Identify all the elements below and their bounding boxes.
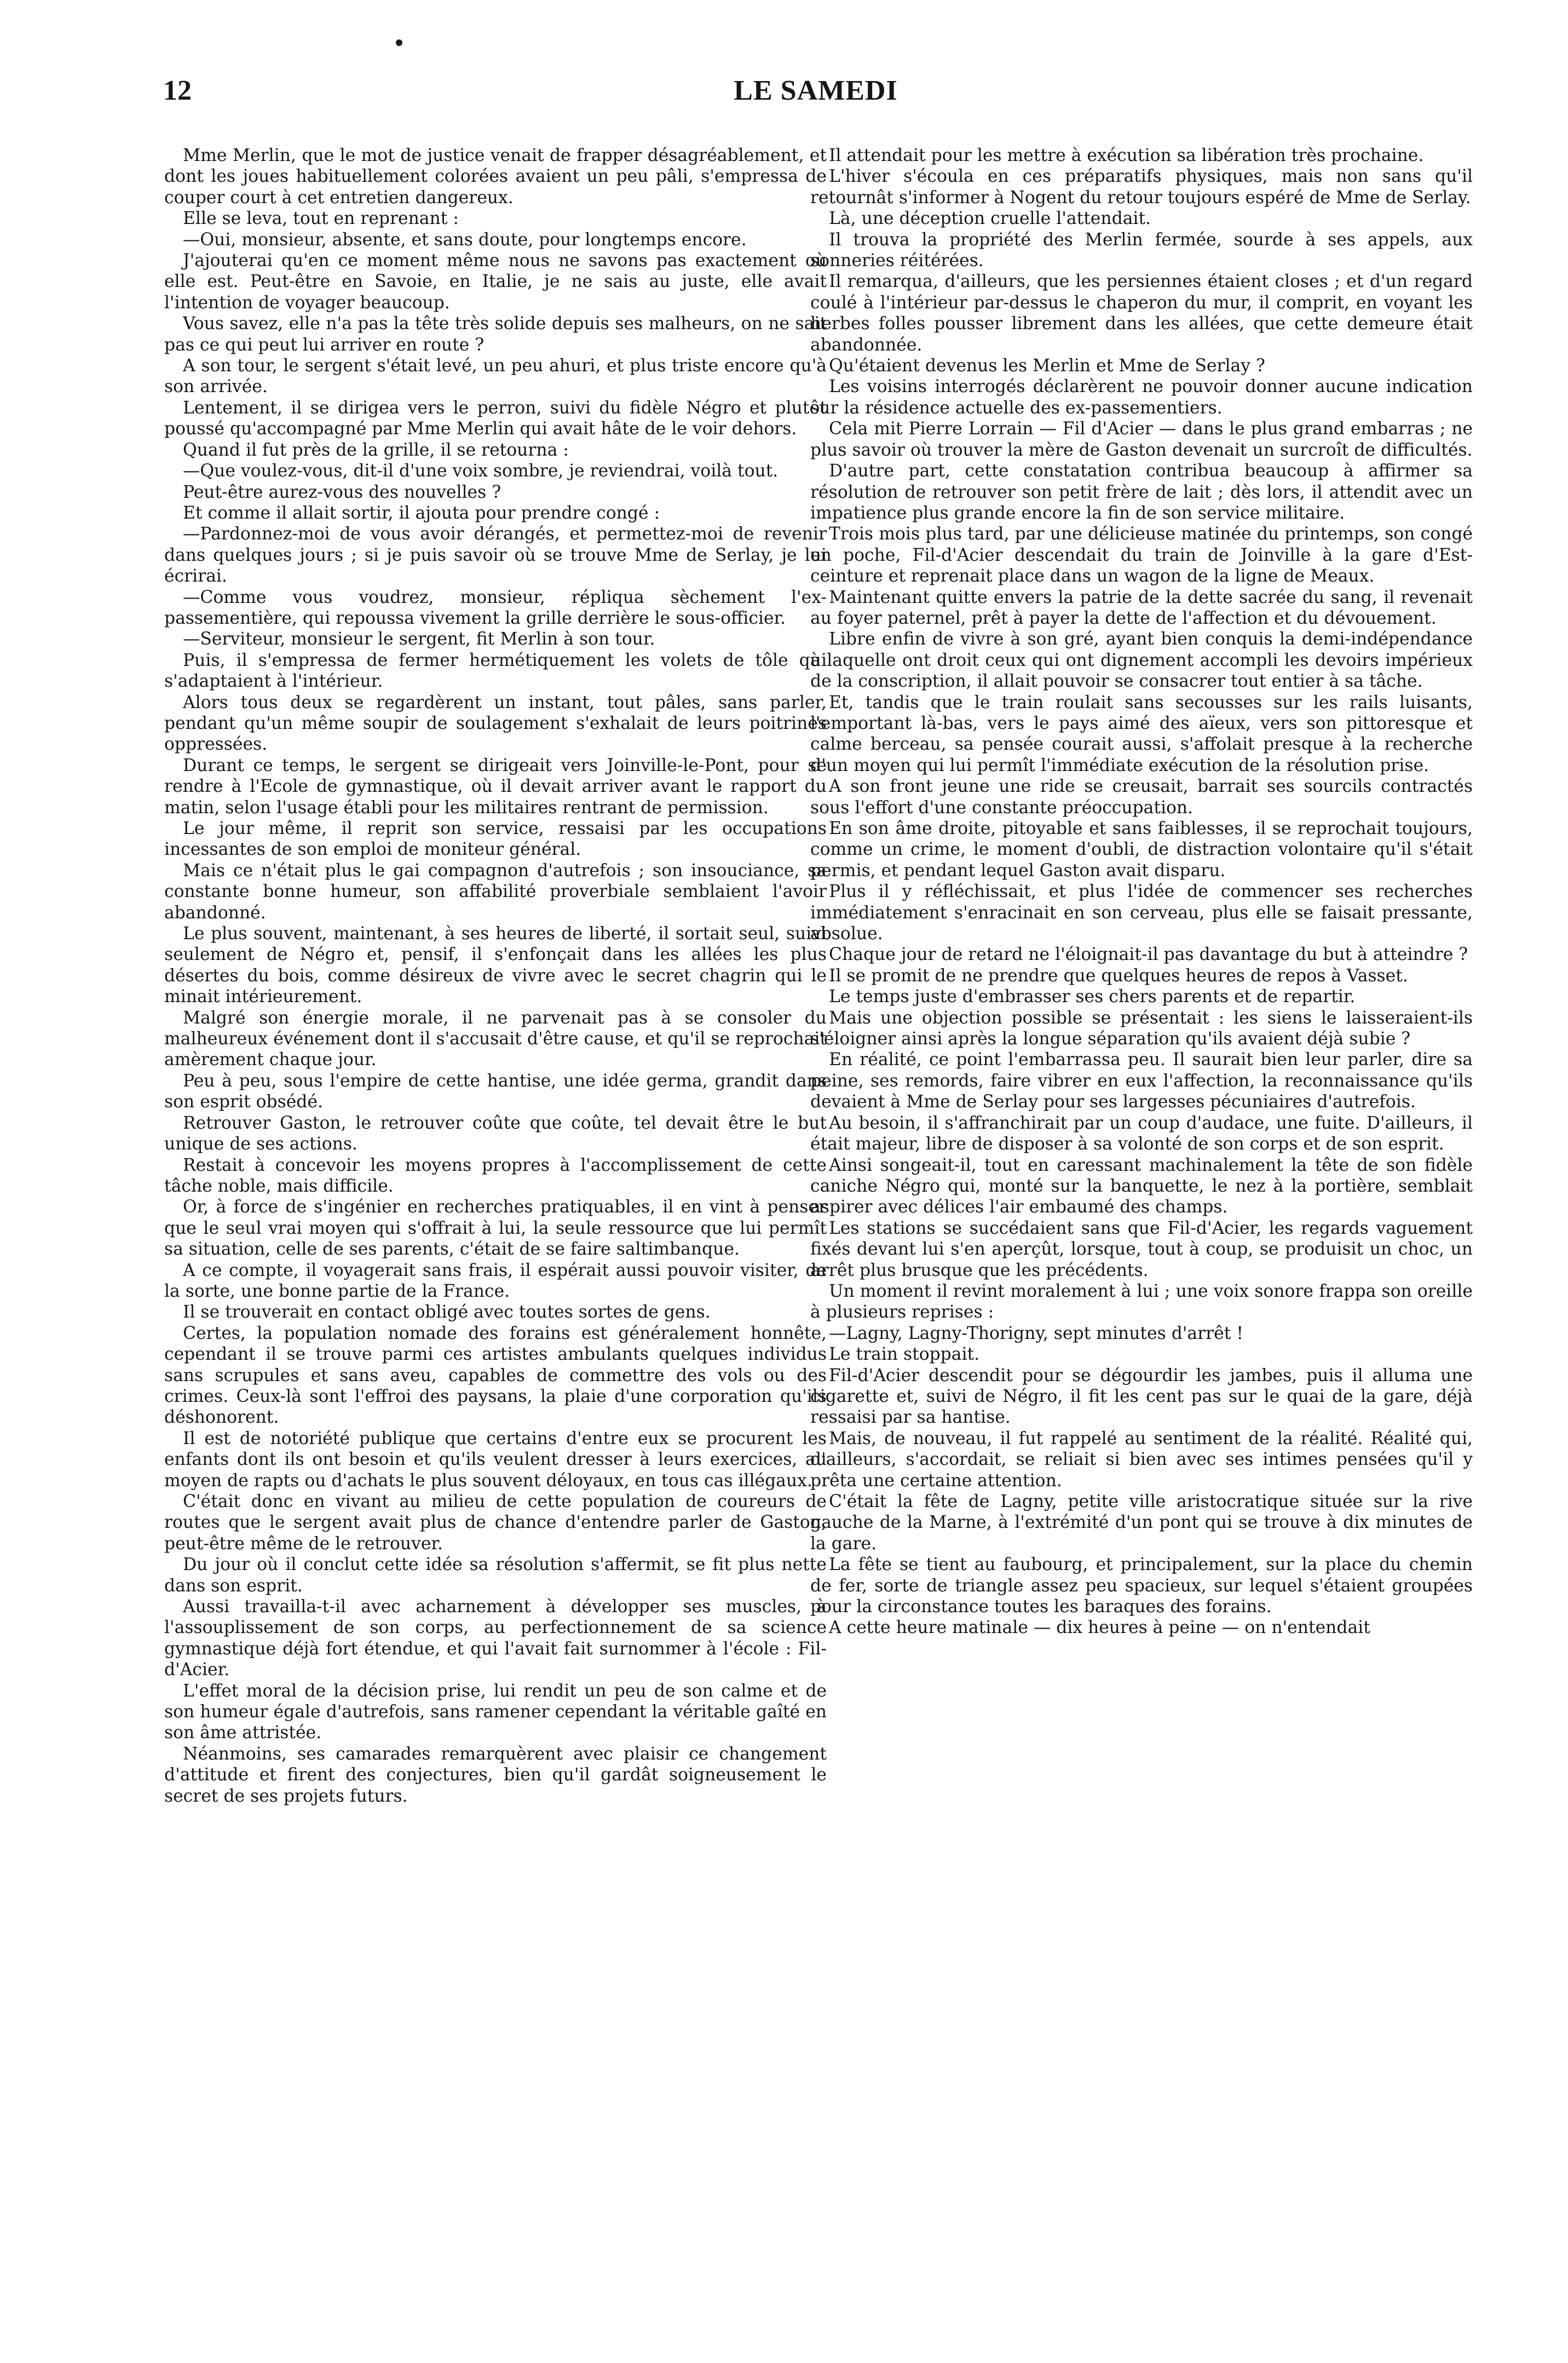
paragraph: —Pardonnez-moi de vous avoir dérangés, et permettez-moi de revenir dans quelques jours ; si je puis savoir où se trouve Mme de Serlay, je lui écrirai. — [164, 524, 827, 587]
paragraph: C'était la fête de Lagny, petite ville aristocratique située sur la rive gauche de la Marne, à l'extrémité d'un pont qui se trouve à dix minutes de la gare. — [810, 1492, 1473, 1554]
paragraph: —Que voulez-vous, dit-il d'une voix sombre, je reviendrai, voilà tout. — [183, 461, 779, 481]
paragraph: Lentement, il se dirigea vers le perron, suivi du fidèle Négro et plutôt poussé qu'accompagné par Mme Merlin qui avait hâte de le voir dehors. — [164, 398, 827, 439]
paragraph: Vous savez, elle n'a pas la tête très solide depuis ses malheurs, on ne sait pas ce qui peut lui arriver en route ? — [164, 314, 827, 355]
paragraph: En son âme droite, pitoyable et sans faiblesses, il se reprochait toujours, comme un crime, le moment d'oubli, de distraction volontaire qu'il s'était permis, et pendant lequel Gaston avait disparu. — [810, 819, 1473, 881]
paragraph: Les voisins interrogés déclarèrent ne pouvoir donner aucune indication sur la résidence actuelle des ex-passementiers. — [810, 377, 1473, 418]
paragraph: Le temps juste d'embrasser ses chers parents et de repartir. — [829, 987, 1356, 1007]
paragraph: Il se trouverait en contact obligé avec toutes sortes de gens. — [183, 1302, 711, 1323]
paragraph: Aussi travailla-t-il avec acharnement à développer ses muscles, à l'assouplissement de son corps, au perfectionnement de sa science gymnastique déjà fort étendue, et qui l'avait fait surnommer à l'école : Fil-d'Acier. — [164, 1597, 827, 1680]
paragraph: Fil-d'Acier descendit pour se dégourdir les jambes, puis il alluma une cigarette et, suivi de Négro, il fit les cent pas sur le quai de la gare, déjà ressaisi par sa hantise. — [810, 1365, 1473, 1428]
paragraph: Mais ce n'était plus le gai compagnon d'autrefois ; son insouciance, sa constante bonne humeur, son affabilité proverbiale semblaient l'avoir abandonné. — [164, 860, 827, 923]
paragraph: Restait à concevoir les moyens propres à l'accomplissement de cette tâche noble, mais difficile. — [164, 1155, 827, 1196]
paragraph: Le jour même, il reprit son service, ressaisi par les occupations incessantes de son emploi de moniteur général. — [164, 819, 827, 860]
paragraph: Ainsi songeait-il, tout en caressant machinalement la tête de son fidèle caniche Négro qui, monté sur la banquette, le nez à la portière, semblait aspirer avec délices l'air embaumé des champs. — [810, 1155, 1473, 1217]
paragraph: —Comme vous voudrez, monsieur, répliqua sèchement l'ex-passementière, qui repoussa vivement la grille derrière le sous-officier. — [164, 587, 827, 628]
paragraph: La fête se tient au faubourg, et principalement, sur la place du chemin de fer, sorte de triangle assez peu spacieux, sur lequel s'étaient groupées pour la circonstance toutes les baraques des forains. — [810, 1555, 1473, 1617]
paragraph: Libre enfin de vivre à son gré, ayant bien conquis la demi-indépendance à laquelle ont droit ceux qui ont dignement accompli les devoirs impérieux de la conscription, il allait pouvoir se consacrer tout entier à sa tâche. — [810, 629, 1473, 692]
paragraph: Cela mit Pierre Lorrain — Fil d'Acier — dans le plus grand embarras ; ne plus savoir où trouver la mère de Gaston devenait un surcroît de difficultés. — [810, 419, 1473, 460]
paragraph: A son tour, le sergent s'était levé, un peu ahuri, et plus triste encore qu'à son arrivée. — [164, 356, 827, 397]
paragraph: Maintenant quitte envers la patrie de la dette sacrée du sang, il revenait au foyer paternel, prêt à payer la dette de l'affection et du dévouement. — [810, 587, 1473, 628]
paragraph: Et, tandis que le train roulait sans secousses sur les rails luisants, l'emportant là-bas, vers le pays aimé des aïeux, vers son pittoresque et calme berceau, sa pensée courait aussi, s'affolait presque à la recherche d'un moyen qui lui permît l'immédiate exécution de la résolution prise. — [810, 692, 1473, 775]
paragraph: Plus il y réfléchissait, et plus l'idée de commencer ses recherches immédiatement s'enracinait en son cerveau, plus elle se faisait pressante, absolue. — [810, 882, 1473, 944]
paragraph: Néanmoins, ses camarades remarquèrent avec plaisir ce changement d'attitude et firent des conjectures, bien qu'il gardât soigneusement le secret de ses projets futurs. — [164, 1744, 827, 1806]
paragraph: Quand il fut près de la grille, il se retourna : — [183, 440, 569, 460]
paragraph: Puis, il s'empressa de fermer hermétiquement les volets de tôle qui s'adaptaient à l'intérieur. — [164, 650, 827, 692]
paragraph: Il attendait pour les mettre à exécution sa libération très prochaine. — [829, 146, 1424, 165]
ink-dot — [396, 39, 402, 46]
paragraph: Du jour où il conclut cette idée sa résolution s'affermit, se fit plus nette dans son esprit. — [164, 1555, 827, 1596]
paragraph: Trois mois plus tard, par une délicieuse matinée du printemps, son congé en poche, Fil-d'Acier descendait du train de Joinville à la gare d'Est-ceinture et reprenait place dans un wagon de la ligne de Meaux. — [810, 524, 1473, 587]
paragraph: J'ajouterai qu'en ce moment même nous ne savons pas exactement où elle est. Peut-être en Savoie, en Italie, je ne sais au juste, elle avait l'intention de voyager beaucoup. — [164, 251, 827, 313]
paragraph: Chaque jour de retard ne l'éloignait-il pas davantage du but à atteindre ? — [829, 945, 1468, 965]
paragraph: Qu'étaient devenus les Merlin et Mme de Serlay ? — [829, 356, 1265, 376]
paragraph: L'hiver s'écoula en ces préparatifs physiques, mais non sans qu'il retournât s'informer à Nogent du retour toujours espéré de Mme de Serlay. — [810, 166, 1473, 208]
paragraph: Alors tous deux se regardèrent un instant, tout pâles, sans parler, pendant qu'un même soupir de soulagement s'exhalait de leurs poitrines oppressées. — [164, 692, 827, 755]
paragraph: A ce compte, il voyagerait sans frais, il espérait aussi pouvoir visiter, de la sorte, une bonne partie de la France. — [164, 1260, 827, 1301]
right-column — [810, 145, 1473, 2278]
paragraph: Elle se leva, tout en reprenant : — [183, 209, 459, 229]
paragraph: —Oui, monsieur, absente, et sans doute, pour longtemps encore. — [183, 229, 747, 250]
paragraph: L'effet moral de la décision prise, lui rendit un peu de son calme et de son humeur égale d'autrefois, sans ramener cependant la véritable gaîté en son âme attristée. — [164, 1681, 827, 1743]
paragraph: —Lagny, Lagny-Thorigny, sept minutes d'arrêt ! — [829, 1323, 1243, 1343]
paragraph: Au besoin, il s'affranchirait par un coup d'audace, une fuite. D'ailleurs, il était majeur, libre de disposer à sa volonté de son corps et de son esprit. — [810, 1113, 1473, 1154]
paragraph: Les stations se succédaient sans que Fil-d'Acier, les regards vaguement fixés devant lui s'en aperçût, lorsque, tout à coup, se produisit un choc, un arrêt plus brusque que les précédents. — [810, 1218, 1473, 1280]
paragraph: —Serviteur, monsieur le sergent, fit Merlin à son tour. — [183, 629, 655, 649]
paragraph: Le train stoppait. — [829, 1344, 980, 1365]
left-column — [164, 145, 827, 2278]
paragraph: Il remarqua, d'ailleurs, que les persiennes étaient closes ; et d'un regard coulé à l'intérieur par-dessus le chaperon du mur, il comprit, en voyant les herbes folles pousser librement dans les allées, que cette demeure était abandonnée. — [810, 272, 1473, 355]
journal-title: LE SAMEDI — [734, 75, 898, 106]
paragraph: Là, une déception cruelle l'attendait. — [829, 209, 1151, 229]
paragraph: Or, à force de s'ingénier en recherches pratiquables, il en vint à penser que le seul vrai moyen qui s'offrait à lui, la seule ressource que lui permît sa situation, celle de ses parents, c'était de se faire saltimbanque. — [164, 1197, 827, 1260]
paragraph: Il est de notoriété publique que certains d'entre eux se procurent les enfants dont ils ont besoin et qu'ils veulent dresser à leurs exercices, au moyen de rapts ou d'achats le plus souvent déloyaux, en tous cas illégaux. — [164, 1428, 827, 1491]
paragraph: Et comme il allait sortir, il ajouta pour prendre congé : — [183, 503, 660, 523]
paragraph: A cette heure matinale — dix heures à peine — on n'entendait — [829, 1618, 1370, 1638]
paragraph: Mais, de nouveau, il fut rappelé au sentiment de la réalité. Réalité qui, d'ailleurs, s'accordait, se reliait si bien avec ses intimes pensées qu'il y prêta une certaine attention. — [810, 1428, 1473, 1491]
paragraph: Malgré son énergie morale, il ne parvenait pas à se consoler du malheureux événement dont il s'accusait d'être cause, et qu'il se reprochait amèrement chaque jour. — [164, 1008, 827, 1070]
paragraph: Certes, la population nomade des forains est généralement honnête, cependant il se trouve parmi ces artistes ambulants quelques individus sans scrupules et sans aveu, capables de commettre des vols ou des crimes. Ceux-là sont l'effroi des paysans, la plaie d'une corporation qu'ils déshonorent. — [164, 1323, 827, 1428]
paragraph: Peut-être aurez-vous des nouvelles ? — [183, 482, 501, 502]
paragraph: A son front jeune une ride se creusait, barrait ses sourcils contractés sous l'effort d'une constante préoccupation. — [810, 777, 1473, 818]
paragraph: En réalité, ce point l'embarrassa peu. Il saurait bien leur parler, dire sa peine, ses remords, faire vibrer en eux l'affection, la reconnaissance qu'ils devaient à Mme de Serlay pour ses largesses pécuniaires d'autrefois. — [810, 1050, 1473, 1112]
paragraph: Mais une objection possible se présentait : les siens le laisseraient-ils s'éloigner ainsi après la longue séparation qu'ils avaient déjà subie ? — [810, 1008, 1473, 1049]
paragraph: C'était donc en vivant au milieu de cette population de coureurs de routes que le sergent avait plus de chance d'entendre parler de Gaston, peut-être même de le retrouver. — [164, 1492, 827, 1554]
paragraph: Retrouver Gaston, le retrouver coûte que coûte, tel devait être le but unique de ses actions. — [164, 1113, 827, 1154]
paragraph: Mme Merlin, que le mot de justice venait de frapper désagréablement, et dont les joues habituellement colorées avaient un peu pâli, s'empressa de couper court à cet entretien dangereux. — [164, 146, 827, 208]
paragraph: Peu à peu, sous l'empire de cette hantise, une idée germa, grandit dans son esprit obsédé. — [164, 1071, 827, 1112]
paragraph: Il trouva la propriété des Merlin fermée, sourde à ses appels, aux sonneries réitérées. — [810, 229, 1473, 271]
paragraph: Durant ce temps, le sergent se dirigeait vers Joinville-le-Pont, pour se rendre à l'Ecole de gymnastique, où il devait arriver avant le rapport du matin, selon l'usage établi pour les militaires rentrant de permission. — [164, 755, 827, 818]
paragraph: Un moment il revint moralement à lui ; une voix sonore frappa son oreille à plusieurs reprises : — [810, 1281, 1473, 1323]
paragraph: D'autre part, cette constatation contribua beaucoup à affirmer sa résolution de retrouver son petit frère de lait ; dès lors, il attendit avec un impatience plus grande encore la fin de son service militaire. — [810, 461, 1473, 523]
paragraph: Il se promit de ne prendre que quelques heures de repos à Vasset. — [829, 965, 1408, 986]
page-number: 12 — [163, 75, 192, 106]
paragraph: Le plus souvent, maintenant, à ses heures de liberté, il sortait seul, suivi seulement de Négro et, pensif, il s'enfonçait dans les allées les plus désertes du bois, comme désireux de vivre avec le secret chagrin qui le minait intérieurement. — [164, 924, 827, 1007]
